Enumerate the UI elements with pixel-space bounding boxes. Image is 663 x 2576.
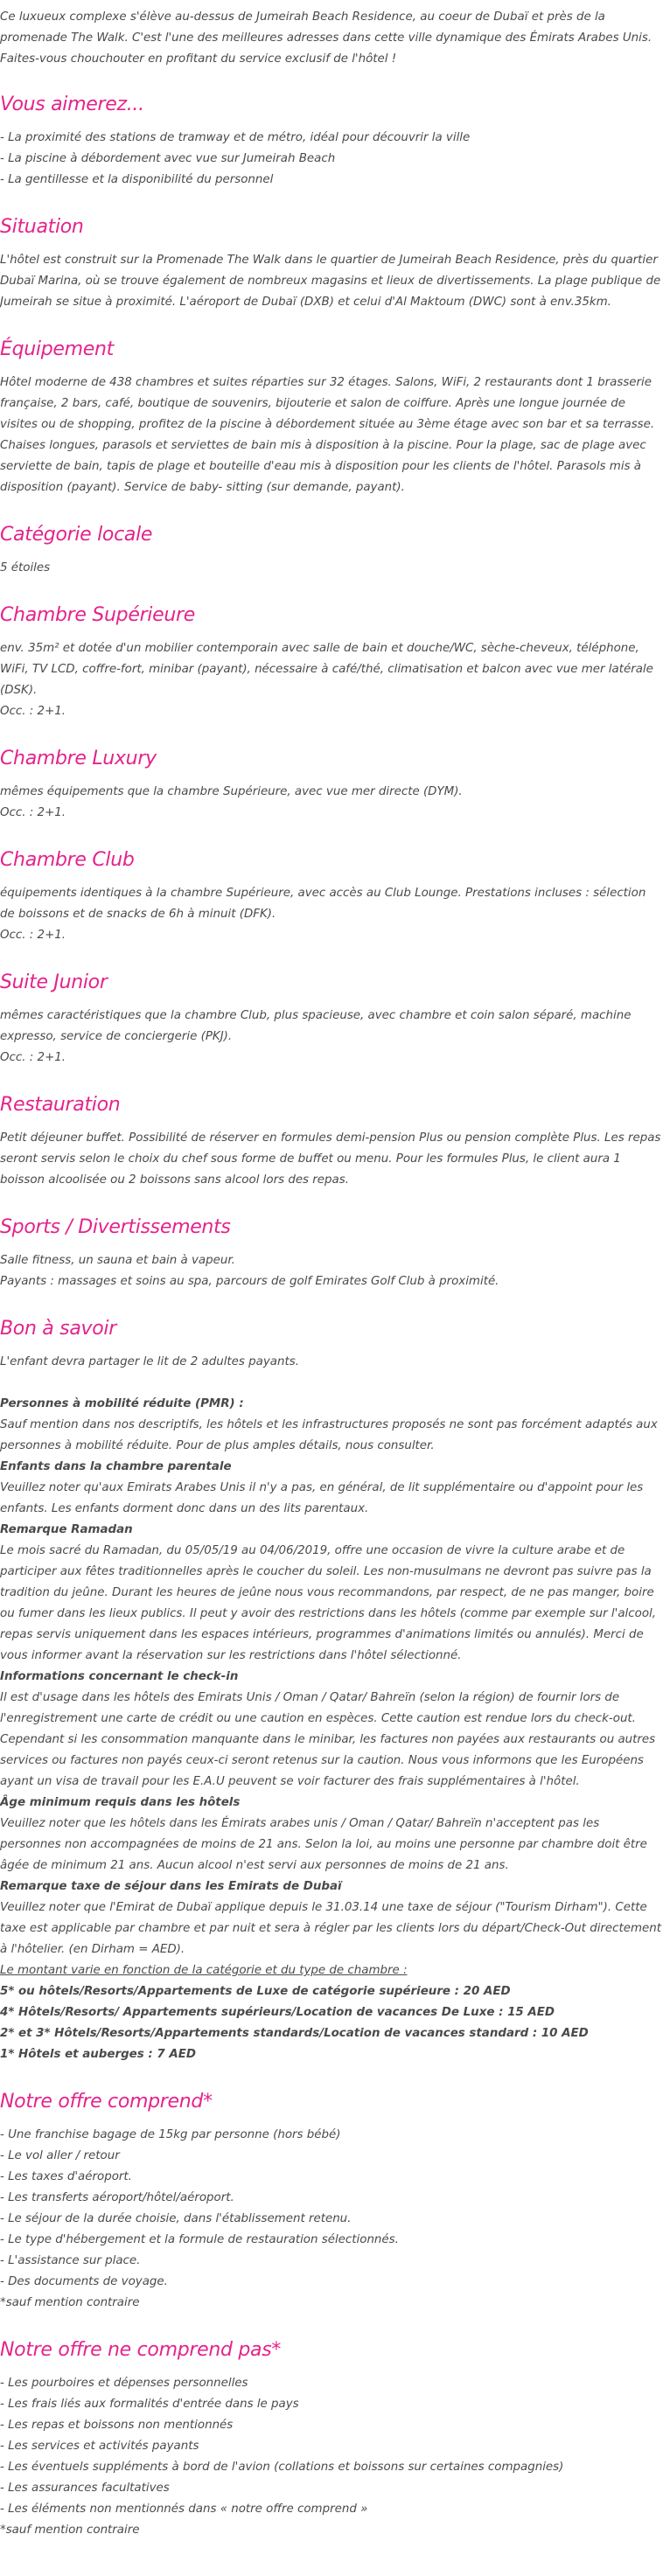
enfants-text: Veuillez noter qu'aux Emirats Arabes Unis il n'y a pas, en général, de lit supplémentaire ou d'appoint pour les enfants. Les enfants dorment donc dans un des lits parentaux. [0,1481,644,1515]
list-item: *sauf mention contraire [0,2524,140,2537]
list-item: - Les taxes d'aéroport. [0,2170,132,2183]
chambre-luxury-text: mêmes équipements que la chambre Supérieure, avec vue mer directe (DYM). Occ. : 2+1. [0,785,463,819]
chambre-club-text: équipements identiques à la chambre Supérieure, avec accès au Club Lounge. Prestations incluses : sélection de boissons et de snacks de 6h à minuit (DFK). Occ. : 2+1. [0,887,646,942]
list-item: - Le type d'hébergement et la formule de restauration sélectionnés. [0,2233,399,2246]
section-title-vous-aimerez: Vous aimerez... [0,94,144,115]
offre-ne-comprend-list [0,2373,663,2541]
equipement-text: Hôtel moderne de 438 chambres et suites réparties sur 32 étages. Salons, WiFi, 2 restaurants dont 1 brasserie française, 2 bars, café, boutique de souvenirs, bijouterie et salon de coiffure. Après une longue journée de visites ou de shopping, profitez de la piscine à débordement située au 3ème étage avec son bar et sa terrasse. Chaises longues, parasols et serviettes de bain mis à disposition à la piscine. Pour la plage, sac de plage avec serviette de bain, tapis de plage et bouteille d'eau mis à disposition pour les clients de l'hôtel. Parasols mis à disposition (payant). Service de baby- sitting (sur demande, payant). [0,376,655,494]
tarif-line: 2* et 3* Hôtels/Resorts/Appartements standards/Location de vacances standard : 10 AED [0,2027,589,2040]
list-item: - La gentillesse et la disponibilité du personnel [0,173,274,186]
list-item: - L'assistance sur place. [0,2254,141,2267]
intro-paragraph: Ce luxueux complexe s'élève au-dessus de Jumeirah Beach Residence, au coeur de Dubaï et près de la promenade The Walk. C'est l'une des meilleures adresses dans cette ville dynamique des Émirats Arabes Unis. Faites-vous chouchouter en profitant du service exclusif de l'hôtel ! [0,10,653,66]
list-item: - Le séjour de la durée choisie, dans l'établissement retenu. [0,2212,352,2225]
tarif-line: 1* Hôtels et auberges : 7 AED [0,2048,196,2061]
list-item: - Les éléments non mentionnés dans « notre offre comprend » [0,2503,368,2516]
section-title-offre-comprend: Notre offre comprend* [0,2091,213,2113]
vous-aimerez-list [0,128,663,191]
sports-text: Salle fitness, un sauna et bain à vapeur. Payants : massages et soins au spa, parcours de golf Emirates Golf Club à proximité. [0,1254,499,1288]
bon-a-savoir-text: L'enfant devra partager le lit de 2 adultes payants. [0,1355,299,1368]
section-title-chambre-club: Chambre Club [0,849,135,871]
tarif-line: 4* Hôtels/Resorts/ Appartements supérieurs/Location de vacances De Luxe : 15 AED [0,2006,555,2019]
offre-comprend-list [0,2125,663,2314]
montant-heading: Le montant varie en fonction de la catégorie et du type de chambre : [0,1964,408,1977]
list-item: - Les frais liés aux formalités d'entrée dans le pays [0,2398,299,2411]
section-title-restauration: Restauration [0,1094,121,1116]
categorie-text: 5 étoiles [0,561,51,574]
ramadan-text: Le mois sacré du Ramadan, du 05/05/19 au 04/06/2019, offre une occasion de vivre la culture arabe et de participer aux fêtes traditionnelles après le coucher du soleil. Les non-musulmans ne devront pas suivre pas la tradition du jeûne. Durant les heures de jeûne nous vous recommandons, par respect, de ne pas manger, boire ou fumer dans les lieux publics. Il peut y avoir des restrictions dans les hôtels (comme par exemple sur l'alcool, repas servis uniquement dans les espaces intérieurs, programmes d'animations limités ou annulés). Merci de vous informer avant la réservation sur les restrictions dans l'hôtel sélectionné. [0,1544,656,1662]
tarif-line: 5* ou hôtels/Resorts/Appartements de Luxe de catégorie supérieure : 20 AED [0,1985,511,1998]
taxe-heading: Remarque taxe de séjour dans les Emirats de Dubaï [0,1880,342,1893]
chambre-superieure-text: env. 35m² et dotée d'un mobilier contemporain avec salle de bain et douche/WC, sèche-cheveux, téléphone, WiFi, TV LCD, coffre-fort, minibar (payant), nécessaire à café/thé, climatisation et balcon avec vue mer latérale (DSK). Occ. : 2+1. [0,642,653,718]
list-item: *sauf mention contraire [0,2296,140,2309]
list-item: - La proximité des stations de tramway et de métro, idéal pour découvrir la ville [0,131,471,144]
age-text: Veuillez noter que les hôtels dans les Émirats arabes unis / Oman / Qatar/ Bahreïn n'acceptent pas les personnes non accompagnées de moins de 21 ans. Selon la loi, au moins une personne par chambre doit être âgée de minimum 21 ans. Aucun alcool n'est servi aux personnes de moins de 21 ans. [0,1817,647,1872]
situation-text: L'hôtel est construit sur la Promenade The Walk dans le quartier de Jumeirah Beach Residence, près du quartier Dubaï Marina, où se trouve également de nombreux magasins et lieux de divertissements. La plage publique de Jumeirah se situe à proximité. L'aéroport de Dubaï (DXB) et celui d'Al Maktoum (DWC) sont à env.35km. [0,254,661,309]
section-title-categorie: Catégorie locale [0,524,153,546]
section-title-suite-junior: Suite Junior [0,971,108,993]
section-title-situation: Situation [0,216,84,238]
list-item: - Les pourboires et dépenses personnelles [0,2377,248,2390]
restauration-text: Petit déjeuner buffet. Possibilité de réserver en formules demi-pension Plus ou pension complète Plus. Les repas seront servis selon le choix du chef sous forme de buffet ou menu. Pour les formules Plus, le client aura 1 boisson alcoolisée ou 2 boissons sans alcool lors des repas. [0,1131,661,1187]
section-title-chambre-superieure: Chambre Supérieure [0,604,195,626]
checkin-text: Il est d'usage dans les hôtels des Emirats Unis / Oman / Qatar/ Bahreïn (selon la région) de fournir lors de l'enregistrement une carte de crédit ou une caution en espèces. Cette caution est rendue lors du check-out. Cependant si les consommation manquante dans le minibar, les factures non payées aux restaurants ou autres services ou factures non payés ceux-ci seront retenus sur la caution. Nous vous informons que les Européens ayant un visa de travail pour les E.A.U peuvent se voir facturer des frais supplémentaires à l'hôtel. [0,1691,656,1788]
pmr-heading: Personnes à mobilité réduite (PMR) : [0,1397,244,1410]
list-item: - Les assurances facultatives [0,2482,170,2495]
section-title-equipement: Équipement [0,338,114,360]
section-title-sports: Sports / Divertissements [0,1216,231,1238]
list-item: - La piscine à débordement avec vue sur Jumeirah Beach [0,152,336,165]
list-item: - Les services et activités payants [0,2440,199,2453]
spacer [0,1373,663,1394]
enfants-heading: Enfants dans la chambre parentale [0,1460,232,1473]
list-item: - Les repas et boissons non mentionnés [0,2419,234,2432]
list-item: - Une franchise bagage de 15kg par personne (hors bébé) [0,2128,341,2141]
age-heading: Âge minimum requis dans les hôtels [0,1796,241,1809]
section-title-chambre-luxury: Chambre Luxury [0,748,157,769]
section-title-bon-a-savoir: Bon à savoir [0,1318,116,1340]
list-item: - Les éventuels suppléments à bord de l'avion (collations et boissons sur certaines compagnies) [0,2461,564,2474]
taxe-text: Veuillez noter que l'Emirat de Dubaï applique depuis le 31.03.14 une taxe de séjour ("Tourism Dirham"). Cette taxe est applicable par chambre et par nuit et sera à régler par les clients lors du départ/Check-Out directement à l'hôtelier. (en Dirham = AED). [0,1901,662,1956]
checkin-heading: Informations concernant le check-in [0,1670,239,1683]
pmr-text: Sauf mention dans nos descriptifs, les hôtels et les infrastructures proposés ne sont pas forcément adaptés aux personnes à mobilité réduite. Pour de plus amples détails, nous consulter. [0,1418,658,1452]
suite-junior-text: mêmes caractéristiques que la chambre Club, plus spacieuse, avec chambre et coin salon séparé, machine expresso, service de conciergerie (PKJ). Occ. : 2+1. [0,1009,632,1064]
ramadan-heading: Remarque Ramadan [0,1523,133,1536]
list-item: - Des documents de voyage. [0,2275,168,2288]
list-item: - Le vol aller / retour [0,2149,120,2162]
section-title-offre-ne-comprend: Notre offre ne comprend pas* [0,2339,282,2361]
list-item: - Les transferts aéroport/hôtel/aéroport. [0,2191,234,2204]
